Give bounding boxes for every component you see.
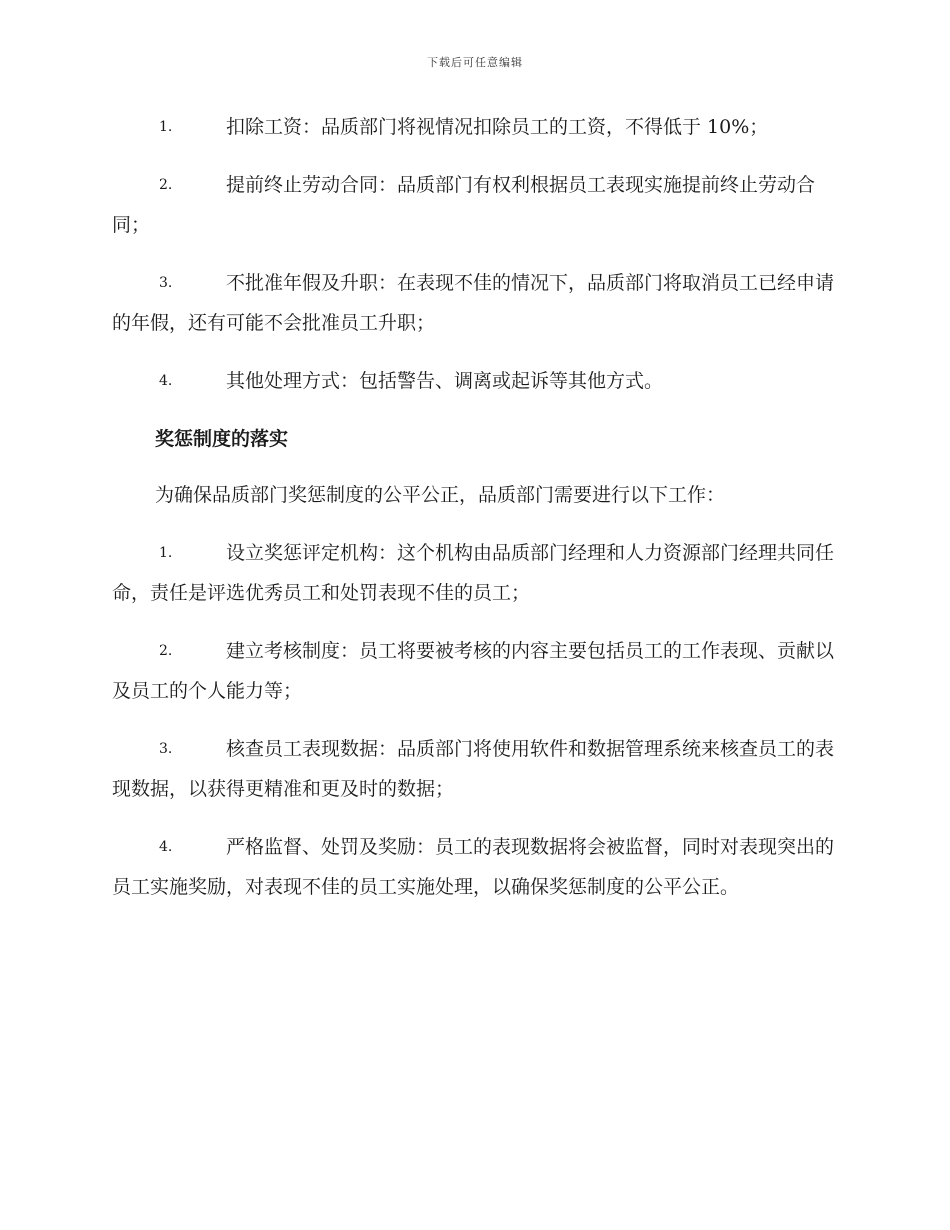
document-body <box>112 107 837 925</box>
list-item <box>112 533 837 613</box>
list-text: 严格监督、处罚及奖励：员工的表现数据将会被监督，同时对表现突出的员工实施奖励，对表现不佳的员工实施处理，以确保奖惩制度的公平公正。 <box>112 836 835 898</box>
list-text: 扣除工资：品质部门将视情况扣除员工的工资，不得低于 10%； <box>226 116 769 138</box>
list-number: 2. <box>159 643 173 659</box>
list-number: 3. <box>159 741 173 757</box>
list-item <box>112 107 837 147</box>
list-item <box>112 827 837 907</box>
list-number: 4. <box>159 373 173 389</box>
list-text: 不批准年假及升职：在表现不佳的情况下，品质部门将取消员工已经申请的年假，还有可能不会批准员工升职； <box>112 272 835 334</box>
list-text: 其他处理方式：包括警告、调离或起诉等其他方式。 <box>226 370 664 392</box>
list-item <box>112 361 837 401</box>
list-number: 1. <box>159 119 173 135</box>
list-text: 设立奖惩评定机构：这个机构由品质部门经理和人力资源部门经理共同任命，责任是评选优秀员工和处罚表现不佳的员工； <box>112 542 835 604</box>
list-item <box>112 263 837 343</box>
section-heading: 奖惩制度的落实 <box>155 428 289 450</box>
list-text: 核查员工表现数据：品质部门将使用软件和数据管理系统来核查员工的表现数据，以获得更精准和更及时的数据； <box>112 738 835 800</box>
list-number: 1. <box>159 545 173 561</box>
list-item <box>112 631 837 711</box>
list-item <box>112 165 837 245</box>
list-number: 3. <box>159 275 173 291</box>
list-text: 提前终止劳动合同：品质部门有权利根据员工表现实施提前终止劳动合同； <box>112 174 816 236</box>
list-number: 4. <box>159 839 173 855</box>
list-item <box>112 729 837 809</box>
list-text: 建立考核制度：员工将要被考核的内容主要包括员工的工作表现、贡献以及员工的个人能力等； <box>112 640 835 702</box>
section-intro: 为确保品质部门奖惩制度的公平公正，品质部门需要进行以下工作： <box>155 484 726 506</box>
page-header: 下载后可任意编辑 <box>427 56 523 69</box>
list-number: 2. <box>159 177 173 193</box>
